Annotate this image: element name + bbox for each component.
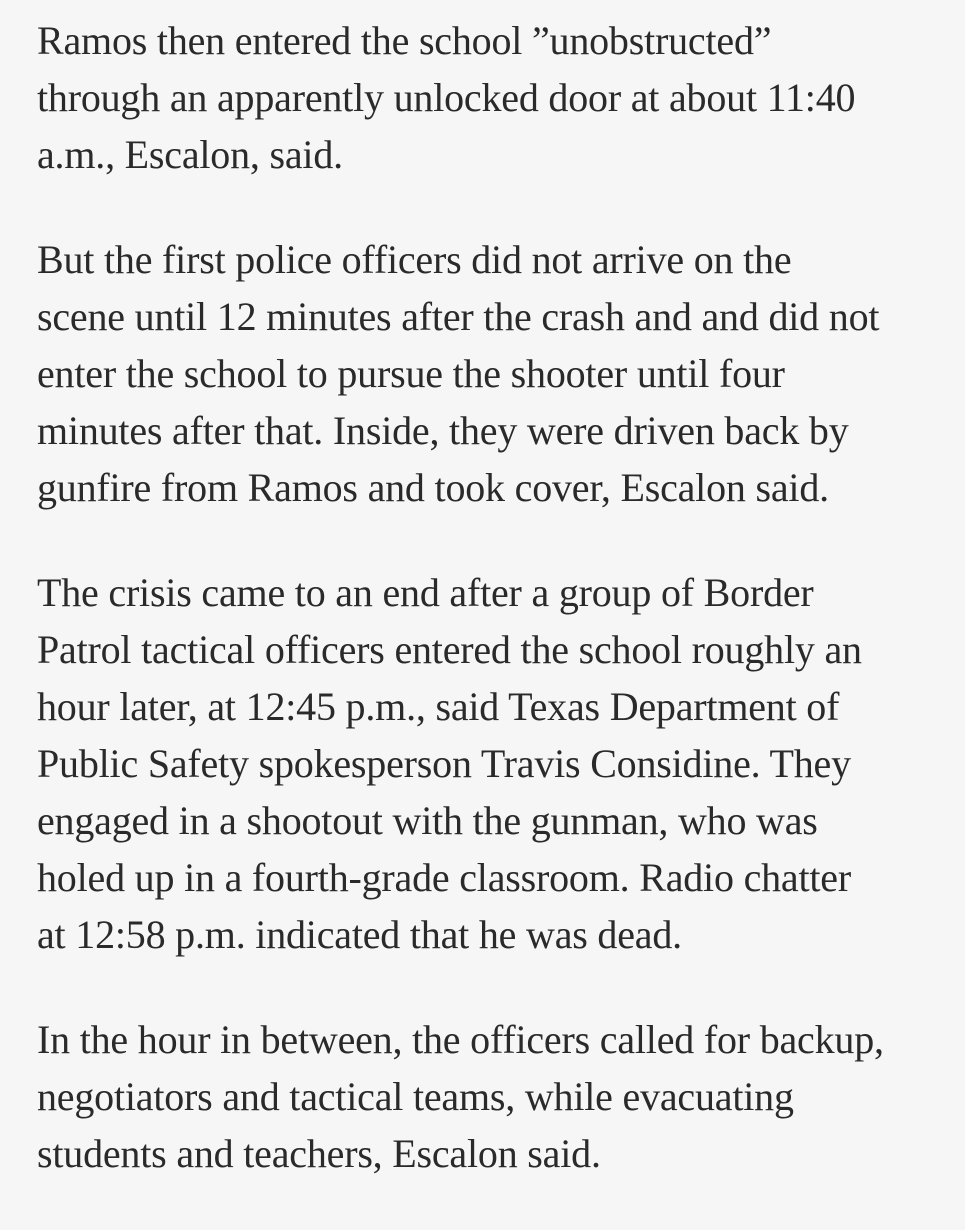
text-line: engaged in a shootout with the gunman, who was <box>37 798 818 843</box>
text-line: scene until 12 minutes after the crash and and did not <box>37 294 880 339</box>
article-body <box>37 12 957 1230</box>
text-line: gunfire from Ramos and took cover, Escalon said. <box>37 465 829 510</box>
text-line: Patrol tactical officers entered the school roughly an <box>37 627 862 672</box>
paragraph-3 <box>37 564 957 963</box>
text-line: holed up in a fourth-grade classroom. Radio chatter <box>37 855 851 900</box>
text-line: students and teachers, Escalon said. <box>37 1131 601 1176</box>
text-line: Ramos then entered the school ”unobstructed” <box>37 18 772 63</box>
text-line: at 12:58 p.m. indicated that he was dead. <box>37 912 682 957</box>
text-line: The crisis came to an end after a group of Border <box>37 570 814 615</box>
paragraph-2 <box>37 231 957 516</box>
text-line: But the first police officers did not arrive on the <box>37 237 792 282</box>
paragraph-4 <box>37 1011 957 1182</box>
text-line: Public Safety spokesperson Travis Considine. They <box>37 741 851 786</box>
text-line: hour later, at 12:45 p.m., said Texas Department of <box>37 684 840 729</box>
text-line: In the hour in between, the officers called for backup, <box>37 1017 884 1062</box>
text-line: a.m., Escalon, said. <box>37 132 343 177</box>
paragraph-1 <box>37 12 957 183</box>
text-line: through an apparently unlocked door at about 11:40 <box>37 75 856 120</box>
text-line: enter the school to pursue the shooter until four <box>37 351 785 396</box>
text-line: negotiators and tactical teams, while evacuating <box>37 1074 794 1119</box>
text-line: minutes after that. Inside, they were driven back by <box>37 408 849 453</box>
